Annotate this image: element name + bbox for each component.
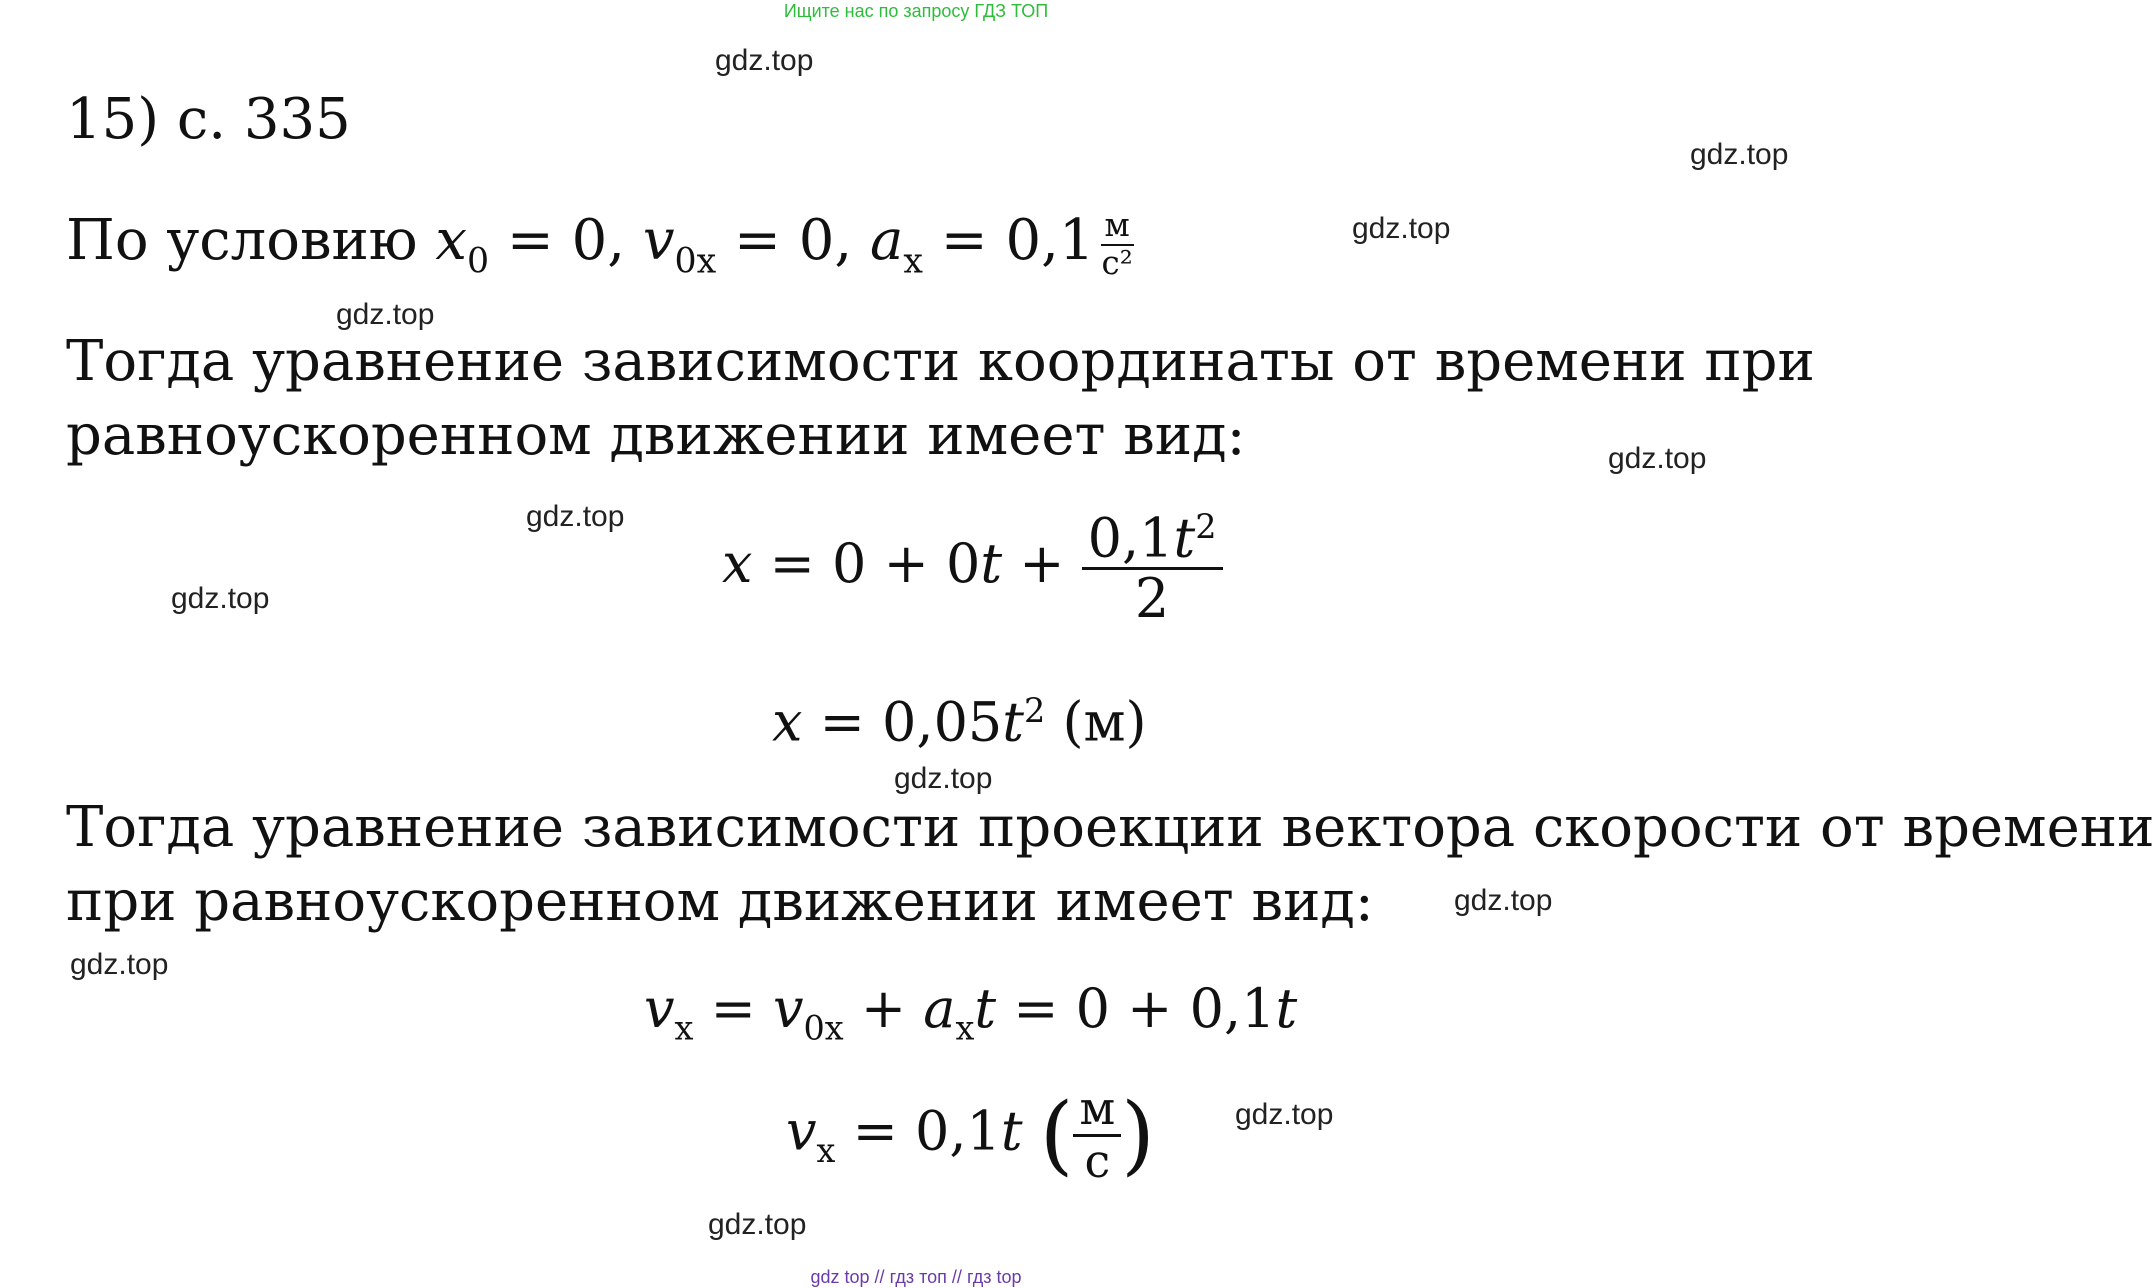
eq3-eq: =	[710, 977, 756, 1040]
eq1-fraction	[1082, 506, 1223, 631]
watermark: gdz.top	[336, 298, 435, 331]
footer-link[interactable]: гдз топ	[889, 1267, 947, 1287]
watermark: gdz.top	[1608, 442, 1707, 475]
paragraph-line: Тогда уравнение зависимости координаты от времени при	[66, 329, 1815, 394]
acceleration-unit	[1101, 208, 1134, 281]
ax-symbol: a	[869, 208, 904, 274]
eq1-num-coef: 0,1	[1087, 506, 1174, 570]
eq3-t2: t	[1275, 977, 1298, 1040]
v0x-subscript: 0x	[674, 241, 717, 282]
condition-line	[66, 208, 1134, 281]
eq3-t: t	[974, 977, 997, 1040]
footer-separator: //	[874, 1267, 885, 1287]
condition-lead: По условию	[66, 208, 418, 274]
problem-number: 15) с. 335	[66, 87, 351, 152]
watermark: gdz.top	[70, 948, 169, 981]
eq1-plus: +	[1019, 532, 1065, 596]
velocity-result	[786, 1081, 1155, 1188]
eq1-num-exp: 2	[1195, 507, 1217, 546]
eq1-t: t	[980, 532, 1003, 596]
x0-symbol: x	[435, 208, 467, 274]
coordinate-result	[772, 690, 1147, 754]
footer-separator: //	[951, 1267, 962, 1287]
eq1-numerator	[1082, 506, 1223, 570]
watermark: gdz.top	[1690, 138, 1789, 171]
watermark: gdz.top	[171, 582, 270, 615]
v0x-value: = 0,	[733, 208, 853, 274]
eq3-v: v	[644, 977, 675, 1040]
v0x-symbol: v	[642, 208, 675, 274]
eq4-mid: = 0,1	[852, 1099, 1001, 1163]
watermark: gdz.top	[526, 500, 625, 533]
x0-subscript: 0	[466, 241, 490, 282]
eq3-a-sub: x	[955, 1008, 975, 1048]
eq2-exp: 2	[1024, 691, 1046, 730]
watermark: gdz.top	[715, 44, 814, 77]
eq4-unit-fraction	[1073, 1081, 1121, 1188]
eq1-mid: = 0 + 0	[769, 532, 981, 596]
eq3-a: a	[923, 977, 956, 1040]
eq3-rest: = 0 + 0,1	[1013, 977, 1276, 1040]
paragraph-line: Тогда уравнение зависимости проекции вектора скорости от времени	[66, 795, 2154, 860]
footer-links	[0, 1267, 1832, 1288]
eq2-unit: (м)	[1062, 690, 1147, 754]
unit-numerator: м	[1101, 208, 1134, 246]
footer-link[interactable]: gdz top	[810, 1267, 870, 1287]
eq3-v0-sub: 0x	[803, 1008, 844, 1048]
eq4-right-paren: )	[1121, 1085, 1155, 1186]
eq1-denominator: 2	[1134, 567, 1170, 631]
paragraph-line: при равноускоренном движении имеет вид:	[66, 869, 1374, 934]
watermark: gdz.top	[1454, 884, 1553, 917]
eq4-v-sub: x	[816, 1131, 836, 1171]
coordinate-equation	[722, 506, 1223, 631]
ax-value: = 0,1	[940, 208, 1095, 274]
search-hint: Ищите нас по запросу ГДЗ ТОП	[783, 1, 1049, 21]
eq3-plus: +	[860, 977, 907, 1040]
ax-subscript: x	[903, 241, 923, 282]
eq2-lhs: x	[772, 690, 803, 754]
eq1-lhs: x	[722, 532, 753, 596]
eq2-t: t	[1002, 690, 1024, 754]
watermark: gdz.top	[708, 1208, 807, 1241]
eq4-t: t	[1000, 1099, 1023, 1163]
eq3-v-sub: x	[674, 1008, 694, 1048]
watermark: gdz.top	[1235, 1098, 1334, 1131]
watermark: gdz.top	[1352, 212, 1451, 245]
eq4-v: v	[786, 1099, 817, 1163]
x0-value: = 0,	[506, 208, 626, 274]
eq4-left-paren: (	[1039, 1085, 1074, 1186]
footer-link[interactable]: гдз top	[966, 1267, 1022, 1287]
eq2-mid: = 0,05	[819, 690, 1003, 754]
watermark: gdz.top	[894, 762, 993, 795]
eq1-num-t: t	[1173, 506, 1196, 570]
velocity-equation	[644, 977, 1298, 1048]
eq4-unit-den: с	[1084, 1133, 1111, 1188]
paragraph-line: равноускоренном движении имеет вид:	[66, 403, 1246, 468]
unit-denominator: с²	[1101, 243, 1133, 282]
eq4-unit-num: м	[1073, 1086, 1121, 1137]
eq3-v0: v	[773, 977, 804, 1040]
